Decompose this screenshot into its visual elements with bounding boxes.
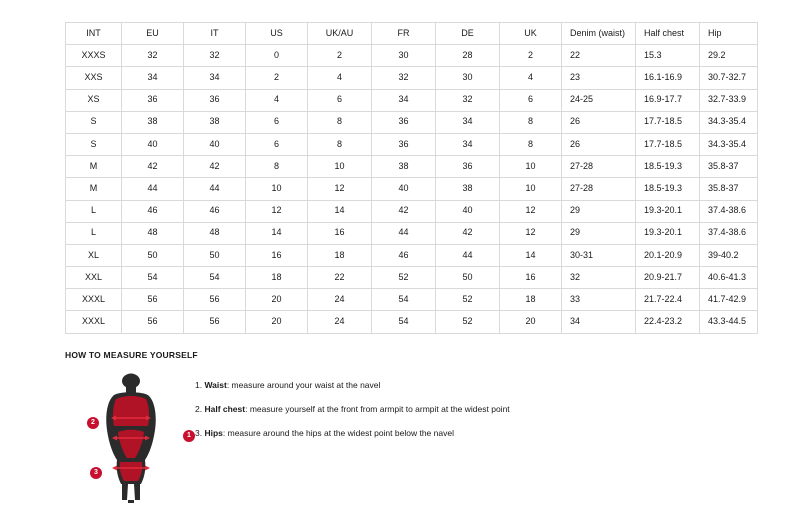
table-body xyxy=(66,45,758,333)
cell-uk-au: 4 xyxy=(308,67,372,89)
cell-fr: 30 xyxy=(372,45,436,67)
cell-us: 8 xyxy=(246,156,308,178)
cell-it: 42 xyxy=(184,156,246,178)
cell-denim-waist: 33 xyxy=(562,289,636,311)
cell-half-chest: 21.7-22.4 xyxy=(636,289,700,311)
cell-us: 6 xyxy=(246,133,308,155)
cell-int: XXL xyxy=(66,267,122,289)
table-row xyxy=(66,67,758,89)
cell-us: 20 xyxy=(246,311,308,333)
measure-instruction-number: 2. xyxy=(195,404,203,415)
cell-us: 16 xyxy=(246,244,308,266)
cell-uk-au: 14 xyxy=(308,200,372,222)
cell-uk-au: 6 xyxy=(308,89,372,111)
cell-fr: 46 xyxy=(372,244,436,266)
cell-de: 44 xyxy=(436,244,500,266)
size-chart-container xyxy=(65,22,747,334)
cell-half-chest: 19.3-20.1 xyxy=(636,222,700,244)
table-row xyxy=(66,111,758,133)
cell-uk: 16 xyxy=(500,267,562,289)
cell-fr: 38 xyxy=(372,156,436,178)
measure-instruction-term: Waist xyxy=(204,380,227,390)
cell-it: 46 xyxy=(184,200,246,222)
measure-badge-1: 1 xyxy=(183,430,195,442)
cell-eu: 36 xyxy=(122,89,184,111)
cell-int: S xyxy=(66,111,122,133)
cell-it: 40 xyxy=(184,133,246,155)
cell-fr: 34 xyxy=(372,89,436,111)
cell-int: M xyxy=(66,178,122,200)
cell-hip: 43.3-44.5 xyxy=(700,311,758,333)
cell-uk-au: 2 xyxy=(308,45,372,67)
cell-eu: 54 xyxy=(122,267,184,289)
column-header-us: US xyxy=(246,23,308,45)
cell-fr: 36 xyxy=(372,111,436,133)
cell-half-chest: 16.1-16.9 xyxy=(636,67,700,89)
cell-denim-waist: 32 xyxy=(562,267,636,289)
cell-half-chest: 17.7-18.5 xyxy=(636,111,700,133)
column-header-de: DE xyxy=(436,23,500,45)
measure-instruction-half-chest xyxy=(195,404,745,415)
cell-hip: 39-40.2 xyxy=(700,244,758,266)
cell-us: 14 xyxy=(246,222,308,244)
cell-it: 56 xyxy=(184,289,246,311)
cell-uk: 2 xyxy=(500,45,562,67)
size-chart-table xyxy=(65,22,758,334)
table-row xyxy=(66,222,758,244)
cell-us: 6 xyxy=(246,111,308,133)
cell-uk: 20 xyxy=(500,311,562,333)
cell-hip: 29.2 xyxy=(700,45,758,67)
cell-de: 50 xyxy=(436,267,500,289)
cell-uk-au: 12 xyxy=(308,178,372,200)
table-row xyxy=(66,200,758,222)
cell-it: 36 xyxy=(184,89,246,111)
cell-half-chest: 22.4-23.2 xyxy=(636,311,700,333)
cell-de: 52 xyxy=(436,311,500,333)
cell-int: XS xyxy=(66,89,122,111)
cell-half-chest: 18.5-19.3 xyxy=(636,178,700,200)
how-to-measure-title: HOW TO MEASURE YOURSELF xyxy=(65,350,198,360)
cell-half-chest: 20.9-21.7 xyxy=(636,267,700,289)
cell-eu: 50 xyxy=(122,244,184,266)
measure-instruction-number: 1. xyxy=(195,380,203,390)
cell-eu: 44 xyxy=(122,178,184,200)
cell-us: 10 xyxy=(246,178,308,200)
cell-int: XXXL xyxy=(66,289,122,311)
table-row xyxy=(66,244,758,266)
cell-uk-au: 16 xyxy=(308,222,372,244)
cell-hip: 34.3-35.4 xyxy=(700,111,758,133)
measure-instruction-term: Half chest xyxy=(204,404,246,415)
measure-instruction-number: 3. xyxy=(195,428,203,439)
cell-uk: 12 xyxy=(500,200,562,222)
how-to-measure-section xyxy=(65,350,745,502)
table-row xyxy=(66,178,758,200)
cell-de: 40 xyxy=(436,200,500,222)
cell-half-chest: 20.1-20.9 xyxy=(636,244,700,266)
cell-hip: 40.6-41.3 xyxy=(700,267,758,289)
cell-eu: 32 xyxy=(122,45,184,67)
cell-uk: 18 xyxy=(500,289,562,311)
cell-uk-au: 10 xyxy=(308,156,372,178)
how-to-measure-body xyxy=(65,372,745,502)
mannequin-figure-container xyxy=(65,372,195,502)
cell-eu: 38 xyxy=(122,111,184,133)
cell-denim-waist: 23 xyxy=(562,67,636,89)
cell-uk: 8 xyxy=(500,133,562,155)
cell-eu: 46 xyxy=(122,200,184,222)
measure-instruction-hips xyxy=(195,428,745,439)
cell-it: 34 xyxy=(184,67,246,89)
measure-instruction-text: : measure around your waist at the navel xyxy=(226,380,381,390)
cell-us: 2 xyxy=(246,67,308,89)
cell-hip: 30.7-32.7 xyxy=(700,67,758,89)
mannequin-illustration-icon xyxy=(83,372,179,504)
cell-fr: 36 xyxy=(372,133,436,155)
cell-de: 52 xyxy=(436,289,500,311)
cell-eu: 48 xyxy=(122,222,184,244)
column-header-half-chest: Half chest xyxy=(636,23,700,45)
table-row xyxy=(66,289,758,311)
cell-denim-waist: 29 xyxy=(562,200,636,222)
cell-int: S xyxy=(66,133,122,155)
cell-eu: 56 xyxy=(122,311,184,333)
cell-de: 42 xyxy=(436,222,500,244)
cell-us: 12 xyxy=(246,200,308,222)
cell-hip: 34.3-35.4 xyxy=(700,133,758,155)
cell-uk: 4 xyxy=(500,67,562,89)
table-header xyxy=(66,23,758,45)
cell-it: 32 xyxy=(184,45,246,67)
cell-int: M xyxy=(66,156,122,178)
cell-uk: 12 xyxy=(500,222,562,244)
column-header-eu: EU xyxy=(122,23,184,45)
measure-instruction-text: : measure yourself at the front from armpit to armpit at the widest point xyxy=(245,404,510,415)
cell-de: 34 xyxy=(436,133,500,155)
table-row xyxy=(66,133,758,155)
cell-de: 28 xyxy=(436,45,500,67)
measure-instructions-list xyxy=(195,372,745,452)
cell-half-chest: 16.9-17.7 xyxy=(636,89,700,111)
cell-de: 34 xyxy=(436,111,500,133)
cell-it: 44 xyxy=(184,178,246,200)
cell-hip: 32.7-33.9 xyxy=(700,89,758,111)
cell-eu: 56 xyxy=(122,289,184,311)
table-row xyxy=(66,89,758,111)
cell-uk: 14 xyxy=(500,244,562,266)
cell-denim-waist: 22 xyxy=(562,45,636,67)
cell-uk: 10 xyxy=(500,178,562,200)
cell-uk: 8 xyxy=(500,111,562,133)
cell-de: 32 xyxy=(436,89,500,111)
cell-uk-au: 24 xyxy=(308,289,372,311)
measure-badge-3: 3 xyxy=(90,467,102,479)
cell-hip: 41.7-42.9 xyxy=(700,289,758,311)
cell-fr: 54 xyxy=(372,289,436,311)
cell-denim-waist: 24-25 xyxy=(562,89,636,111)
cell-half-chest: 19.3-20.1 xyxy=(636,200,700,222)
table-header-row xyxy=(66,23,758,45)
cell-denim-waist: 26 xyxy=(562,133,636,155)
cell-half-chest: 18.5-19.3 xyxy=(636,156,700,178)
cell-eu: 40 xyxy=(122,133,184,155)
measure-badge-2: 2 xyxy=(87,417,99,429)
cell-us: 20 xyxy=(246,289,308,311)
cell-it: 56 xyxy=(184,311,246,333)
cell-uk: 6 xyxy=(500,89,562,111)
cell-int: XXXL xyxy=(66,311,122,333)
column-header-uk-au: UK/AU xyxy=(308,23,372,45)
column-header-int: INT xyxy=(66,23,122,45)
cell-int: XXS xyxy=(66,67,122,89)
cell-denim-waist: 27-28 xyxy=(562,156,636,178)
cell-fr: 40 xyxy=(372,178,436,200)
cell-half-chest: 15.3 xyxy=(636,45,700,67)
cell-denim-waist: 27-28 xyxy=(562,178,636,200)
column-header-fr: FR xyxy=(372,23,436,45)
cell-eu: 42 xyxy=(122,156,184,178)
cell-eu: 34 xyxy=(122,67,184,89)
column-header-uk: UK xyxy=(500,23,562,45)
table-row xyxy=(66,156,758,178)
cell-half-chest: 17.7-18.5 xyxy=(636,133,700,155)
column-header-it: IT xyxy=(184,23,246,45)
cell-uk: 10 xyxy=(500,156,562,178)
cell-int: XL xyxy=(66,244,122,266)
cell-fr: 32 xyxy=(372,67,436,89)
column-header-denim-waist: Denim (waist) xyxy=(562,23,636,45)
cell-us: 18 xyxy=(246,267,308,289)
cell-de: 38 xyxy=(436,178,500,200)
cell-denim-waist: 26 xyxy=(562,111,636,133)
cell-int: L xyxy=(66,200,122,222)
table-row xyxy=(66,311,758,333)
table-row xyxy=(66,267,758,289)
cell-us: 0 xyxy=(246,45,308,67)
cell-hip: 35.8-37 xyxy=(700,178,758,200)
measure-instruction-text: : measure around the hips at the widest point below the navel xyxy=(222,428,454,439)
cell-it: 48 xyxy=(184,222,246,244)
cell-de: 36 xyxy=(436,156,500,178)
cell-uk-au: 18 xyxy=(308,244,372,266)
cell-fr: 44 xyxy=(372,222,436,244)
cell-int: L xyxy=(66,222,122,244)
cell-uk-au: 22 xyxy=(308,267,372,289)
cell-int: XXXS xyxy=(66,45,122,67)
cell-fr: 54 xyxy=(372,311,436,333)
measure-instruction-waist xyxy=(195,380,745,391)
cell-fr: 42 xyxy=(372,200,436,222)
cell-it: 50 xyxy=(184,244,246,266)
cell-uk-au: 8 xyxy=(308,111,372,133)
cell-uk-au: 24 xyxy=(308,311,372,333)
column-header-hip: Hip xyxy=(700,23,758,45)
cell-denim-waist: 34 xyxy=(562,311,636,333)
table-row xyxy=(66,45,758,67)
cell-de: 30 xyxy=(436,67,500,89)
cell-fr: 52 xyxy=(372,267,436,289)
cell-uk-au: 8 xyxy=(308,133,372,155)
cell-hip: 37.4-38.6 xyxy=(700,200,758,222)
cell-it: 54 xyxy=(184,267,246,289)
measure-instruction-term: Hips xyxy=(204,428,223,439)
cell-hip: 37.4-38.6 xyxy=(700,222,758,244)
cell-it: 38 xyxy=(184,111,246,133)
cell-hip: 35.8-37 xyxy=(700,156,758,178)
cell-denim-waist: 30-31 xyxy=(562,244,636,266)
cell-us: 4 xyxy=(246,89,308,111)
cell-denim-waist: 29 xyxy=(562,222,636,244)
